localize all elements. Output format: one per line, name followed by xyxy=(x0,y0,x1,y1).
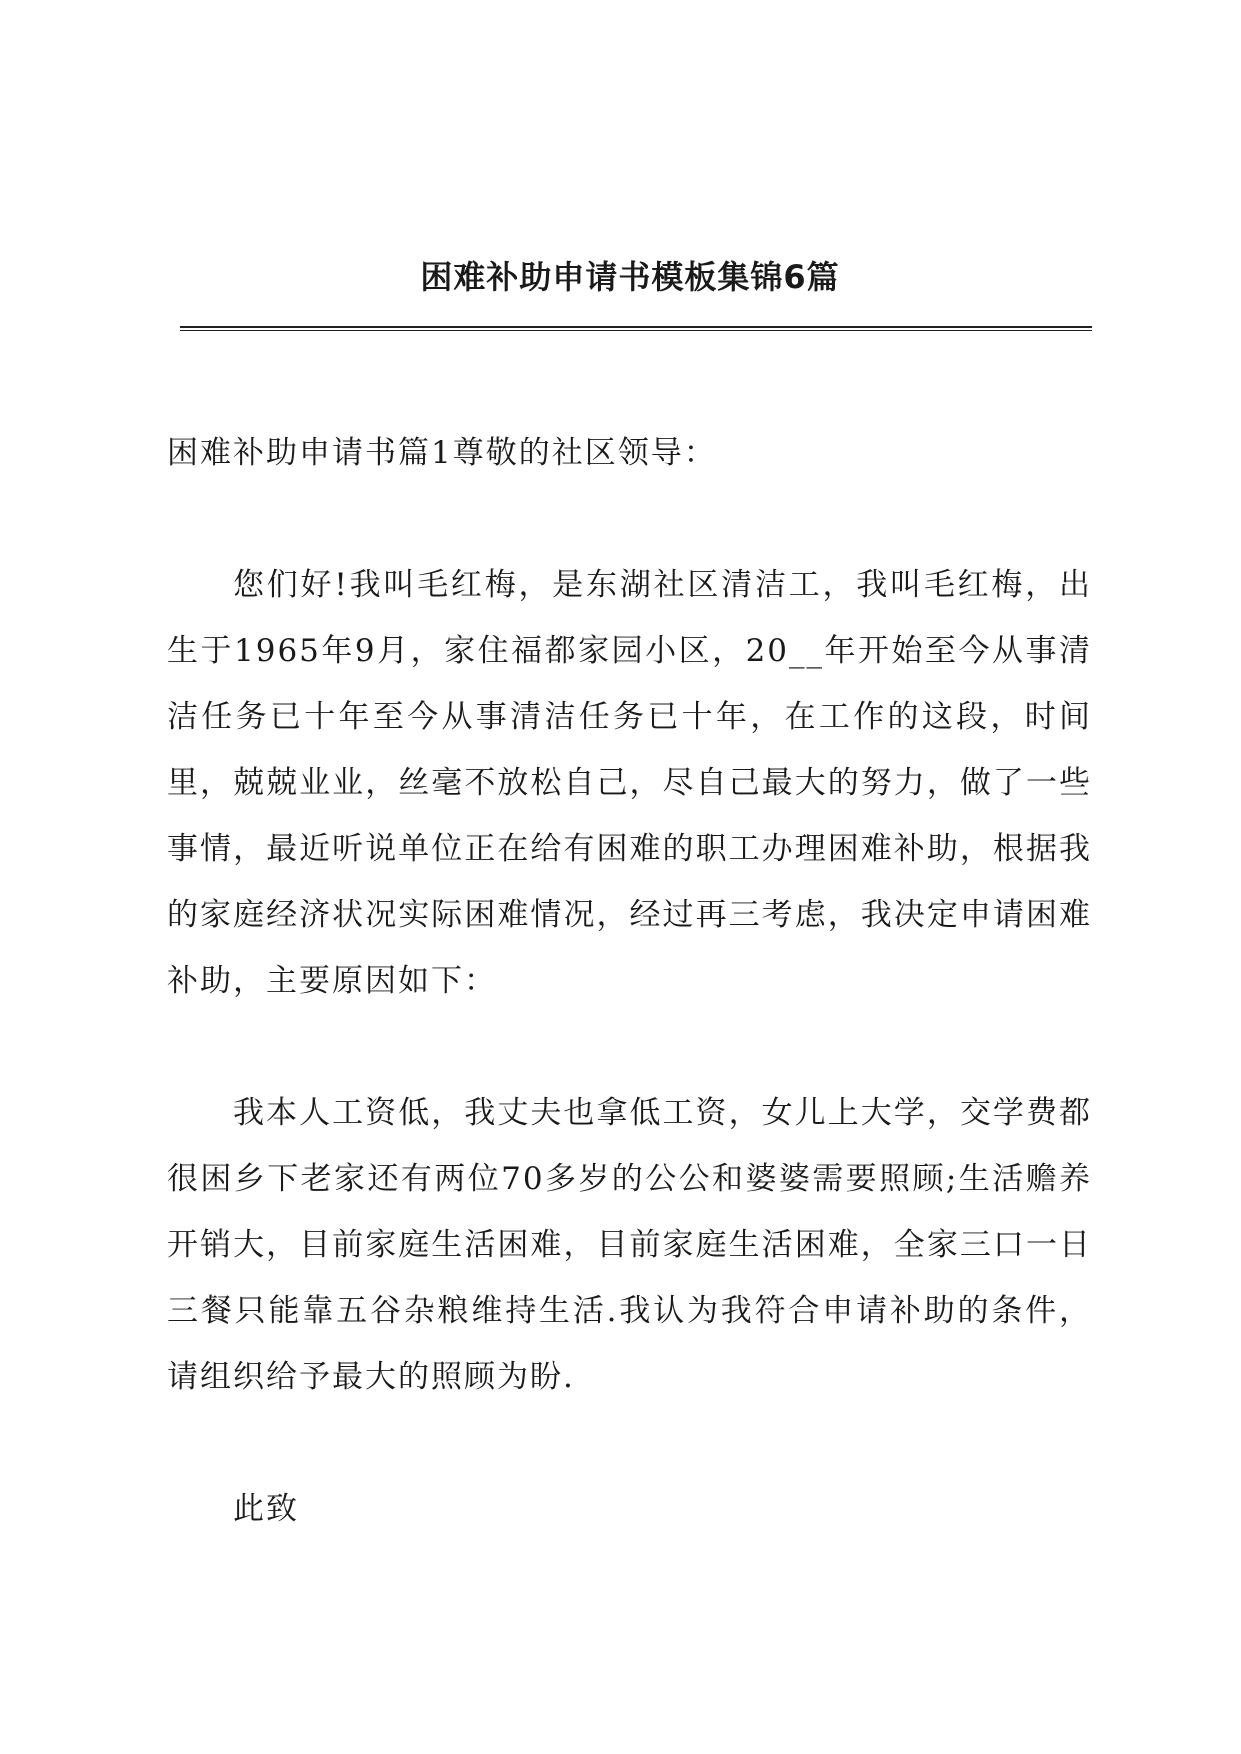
paragraph-closing: 此致 xyxy=(233,1491,299,1527)
paragraph-intro: 您们好!我叫毛红梅，是东湖社区清洁工，我叫毛红梅，出生于1965年9月，家住福都家园小区，20__年开始至今从事清洁任务已十年至今从事清洁任务已十年，在工作的这段，时间里，兢兢业业，丝毫不放松自己，尽自己最大的努力，做了一些事情，最近听说单位正在给有困难的职工办理困难补助，根据我的家庭经济状况实际困难情况，经过再三考虑，我决定申请困难补助，主要原因如下： xyxy=(167,567,1092,999)
section-heading: 困难补助申请书篇1尊敬的社区领导： xyxy=(167,435,717,471)
paragraph-reasons: 我本人工资低，我丈夫也拿低工资，女儿上大学，交学费都很困乡下老家还有两位70多岁的公公和婆婆需要照顾;生活赡养开销大，目前家庭生活困难，目前家庭生活困难，全家三口一日三餐只能靠五谷杂粮维持生活.我认为我符合申请补助的条件，请组织给予最大的照顾为盼. xyxy=(167,1095,1092,1395)
document-title: 困难补助申请书模板集锦6篇 xyxy=(420,258,840,296)
document-body xyxy=(167,420,1092,1608)
title-divider xyxy=(180,326,1092,331)
